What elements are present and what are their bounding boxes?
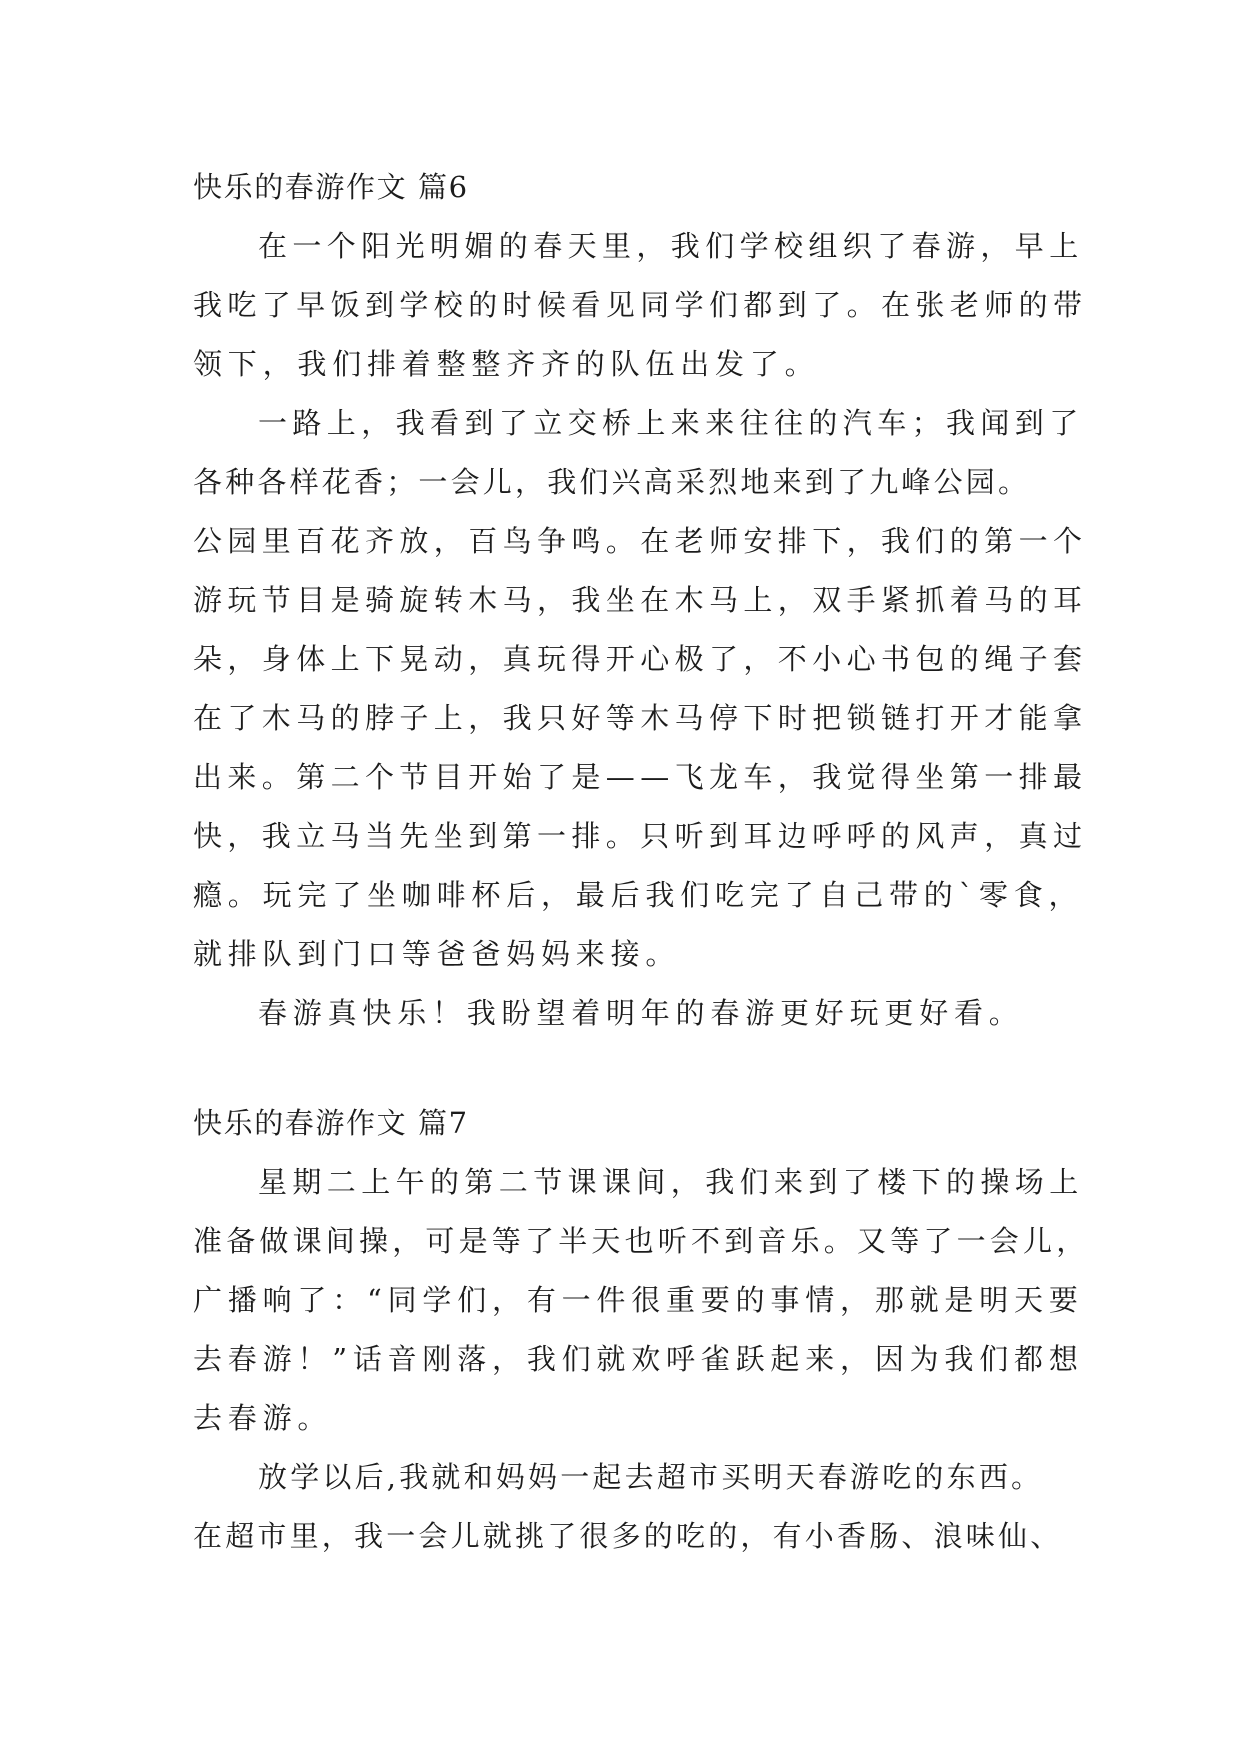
section-6-paragraph-2-line-9: 瘾。玩完了坐咖啡杯后，最后我们吃完了自己带的`零食， <box>193 878 1084 912</box>
section-6-paragraph-1-line-3: 领下，我们排着整整齐齐的队伍出发了。 <box>193 347 820 381</box>
section-7-paragraph-1-line-3: 广播响了：“同学们，有一件很重要的事情，那就是明天要 <box>193 1283 1084 1317</box>
section-6-paragraph-1-line-2: 我吃了早饭到学校的时候看见同学们都到了。在张老师的带 <box>193 288 1088 322</box>
section-6-paragraph-2-line-2: 各种各样花香；一会儿，我们兴高采烈地来到了九峰公园。 <box>193 465 1031 499</box>
section-6-paragraph-2-line-4: 游玩节目是骑旋转木马，我坐在木马上，双手紧抓着马的耳 <box>193 583 1088 617</box>
section-6-paragraph-2-line-1: 一路上，我看到了立交桥上来来往往的汽车；我闻到了 <box>258 406 1084 440</box>
section-7-paragraph-2-line-1: 放学以后,我就和妈妈一起去超市买明天春游吃的东西。 <box>258 1460 1044 1494</box>
section-7-paragraph-1-line-5: 去春游。 <box>193 1401 333 1435</box>
section-6-paragraph-2-line-8: 快，我立马当先坐到第一排。只听到耳边呼呼的风声，真过 <box>193 819 1088 853</box>
section-6-paragraph-2-line-7: 出来。第二个节目开始了是——飞龙车，我觉得坐第一排最 <box>193 760 1088 794</box>
section-6-paragraph-2-line-3: 公园里百花齐放，百鸟争鸣。在老师安排下，我们的第一个 <box>193 524 1088 558</box>
section-7-paragraph-1-line-2: 准备做课间操，可是等了半天也听不到音乐。又等了一会儿， <box>193 1224 1090 1258</box>
section-7-paragraph-2-line-2: 在超市里，我一会儿就挑了很多的吃的，有小香肠、浪味仙、 <box>193 1519 1063 1553</box>
section-6-title: 快乐的春游作文 篇6 <box>193 170 469 204</box>
section-7-paragraph-1-line-1: 星期二上午的第二节课课间，我们来到了楼下的操场上 <box>258 1165 1084 1199</box>
section-6-paragraph-3-line-1: 春游真快乐！我盼望着明年的春游更好玩更好看。 <box>258 996 1024 1030</box>
section-7-paragraph-1-line-4: 去春游！”话音刚落，我们就欢呼雀跃起来，因为我们都想 <box>193 1342 1084 1376</box>
section-6-paragraph-2-line-6: 在了木马的脖子上，我只好等木马停下时把锁链打开才能拿 <box>193 701 1088 735</box>
section-6-paragraph-1-line-1: 在一个阳光明媚的春天里，我们学校组织了春游，早上 <box>258 229 1084 263</box>
section-6-paragraph-2-line-5: 朵，身体上下晃动，真玩得开心极了，不小心书包的绳子套 <box>193 642 1088 676</box>
section-7-title: 快乐的春游作文 篇7 <box>193 1106 469 1140</box>
section-6-paragraph-2-line-10: 就排队到门口等爸爸妈妈来接。 <box>193 937 681 971</box>
